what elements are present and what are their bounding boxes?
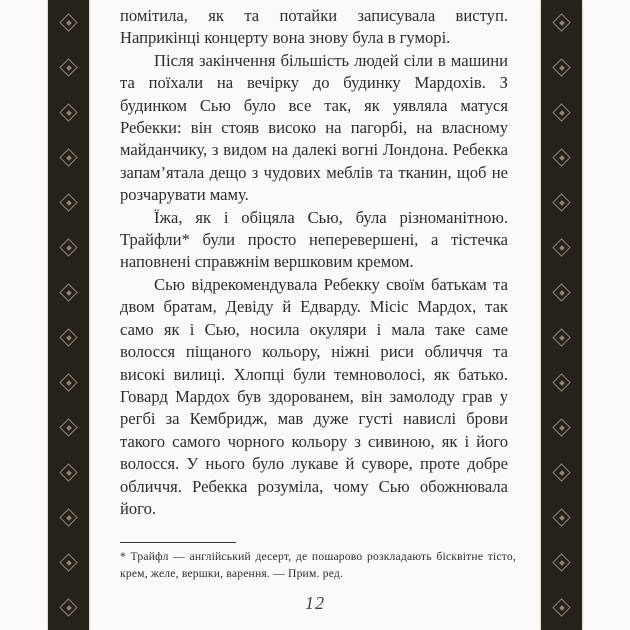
- diamond-ornament-icon: [61, 195, 76, 210]
- right-ornament-border: [541, 0, 582, 630]
- diamond-ornament-icon: [554, 465, 569, 480]
- diamond-ornament-icon: [554, 555, 569, 570]
- diamond-ornament-icon: [61, 375, 76, 390]
- diamond-ornament-icon: [61, 285, 76, 300]
- diamond-ornament-icon: [61, 510, 76, 525]
- diamond-ornament-icon: [61, 240, 76, 255]
- footnote-block: [120, 542, 516, 582]
- diamond-ornament-icon: [554, 105, 569, 120]
- diamond-ornament-icon: [554, 420, 569, 435]
- diamond-ornament-icon: [554, 375, 569, 390]
- paragraph: помітила, як та потайки записувала виступ. Наприкінці концерту вона знову була в гуморі.: [120, 6, 508, 48]
- body-text: [120, 5, 508, 541]
- diamond-ornament-icon: [61, 60, 76, 75]
- left-ornament-border: [48, 0, 89, 630]
- diamond-ornament-icon: [61, 465, 76, 480]
- paragraph: Їжа, як і обіцяла Сью, була різноманітною. Трайфли* були просто неперевершені, а тістечка наповнені справжнім вершковим кремом.: [120, 207, 508, 272]
- diamond-ornament-icon: [61, 150, 76, 165]
- page-number: 12: [305, 593, 325, 613]
- paragraph: Після закінчення більшість людей сіли в машини та поїхали на вечірку до будинку Мардохів. З будинком Сью було все так, як уявляла матуся Ребекки: він стояв високо на пагорбі, на власному майданчику, з видом на далекі вогні Лондона. Ребекка запам’ятала дещо з чудових меблів та тканин, щоб не розчарувати маму.: [120, 50, 508, 205]
- diamond-ornament-icon: [554, 15, 569, 30]
- diamond-ornament-icon: [554, 285, 569, 300]
- diamond-ornament-icon: [61, 420, 76, 435]
- diamond-ornament-icon: [554, 240, 569, 255]
- diamond-ornament-icon: [61, 330, 76, 345]
- diamond-ornament-icon: [554, 330, 569, 345]
- diamond-ornament-icon: [61, 105, 76, 120]
- diamond-ornament-icon: [554, 60, 569, 75]
- paragraph: Сью відрекомендувала Ребекку своїм батькам та двом братам, Девіду й Едварду. Місіс Мардох, так само як і Сью, носила окуляри і мала таке саме волосся піщаного кольору, ніжні риси обличчя та високі вилиці. Хлопці були темноволосі, як батько. Говард Мардох був здорованем, він замолоду грав у регбі за Кембридж, мав дуже густі навислі брови такого самого чорного кольору з сивиною, як і його волосся. У нього було лукаве й суворе, проте добре обличчя. Ребекка розуміла, чому Сью обожнювала його.: [120, 274, 508, 518]
- diamond-ornament-icon: [61, 15, 76, 30]
- footnote-text: * Трайфл — англійський десерт, де пошарово розкладають бісквітне тісто, крем, желе, вершки, варення. — Прим. ред.: [120, 550, 516, 580]
- diamond-ornament-icon: [554, 195, 569, 210]
- diamond-ornament-icon: [554, 150, 569, 165]
- diamond-ornament-icon: [554, 510, 569, 525]
- footnote-divider: [120, 542, 236, 543]
- diamond-ornament-icon: [61, 555, 76, 570]
